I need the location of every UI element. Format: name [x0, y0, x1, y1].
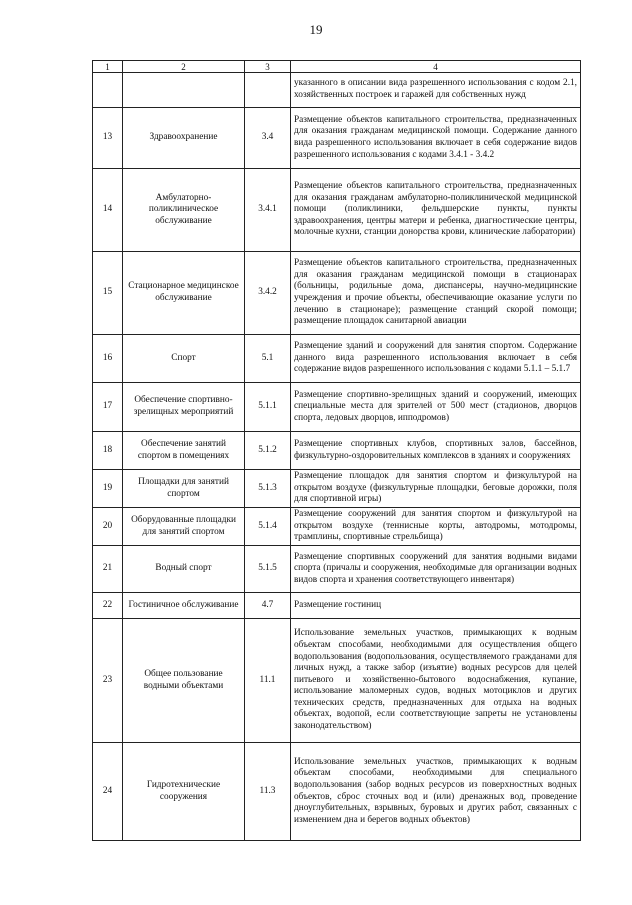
header-col-1: 1 — [93, 61, 123, 73]
use-type-name: Оборудованные площадки для занятий спортом — [123, 508, 245, 546]
row-number: 16 — [93, 335, 123, 383]
header-col-2: 2 — [123, 61, 245, 73]
land-use-table — [92, 60, 581, 841]
use-type-code: 11.3 — [245, 743, 291, 841]
continuation-row — [93, 73, 581, 108]
table-row — [93, 470, 581, 508]
use-type-name: Спорт — [123, 335, 245, 383]
row-number: 24 — [93, 743, 123, 841]
use-type-description: Размещение объектов капитального строительства, предназначенных для оказания гражданам медицинской помощи. Содержание данного вида разрешенного использования включает в себя содержание видов разрешенного использования с кодами 3.4.1 - 3.4.2 — [291, 108, 581, 169]
use-type-name: Здравоохранение — [123, 108, 245, 169]
use-type-code: 3.4 — [245, 108, 291, 169]
use-type-code: 5.1.1 — [245, 383, 291, 432]
use-type-name: Водный спорт — [123, 546, 245, 593]
table-row — [93, 383, 581, 432]
header-col-3: 3 — [245, 61, 291, 73]
use-type-name: Площадки для занятий спортом — [123, 470, 245, 508]
row-number: 17 — [93, 383, 123, 432]
use-type-code: 11.1 — [245, 619, 291, 743]
use-type-description: Использование земельных участков, примыкающих к водным объектам способами, необходимыми для осуществления общего водопользования (водопользования, осуществляемого гражданами для личных нужд, а также забор (изъятие) водных ресурсов для целей питьевого и хозяйственно-бытового водоснабжения, купание, использование маломерных судов, водных мотоциклов и других технических средств, предназначенных для отдыха на водных объектах, водопой, если соответствующие запреты не установлены законодательством) — [291, 619, 581, 743]
row-number: 19 — [93, 470, 123, 508]
use-type-name: Амбулаторно-поликлиническое обслуживание — [123, 169, 245, 252]
use-type-description: Размещение спортивных клубов, спортивных залов, бассейнов, физкультурно-оздоровительных комплексов в зданиях и сооружениях — [291, 432, 581, 470]
table-row — [93, 546, 581, 593]
table-row — [93, 108, 581, 169]
use-type-description: Размещение спортивно-зрелищных зданий и сооружений, имеющих специальные места для зрителей от 500 мест (стадионов, дворцов спорта, ледовых дворцов, ипподромов) — [291, 383, 581, 432]
use-type-description: Размещение площадок для занятия спортом и физкультурой на открытом воздухе (физкультурные площадки, беговые дорожки, поля для спортивной игры) — [291, 470, 581, 508]
use-type-description: Использование земельных участков, примыкающих к водным объектам способами, необходимыми для специального водопользования (забор водных ресурсов из поверхностных водных объектов, сброс сточных вод и (или) дренажных вод, проведение дноуглубительных, взрывных, буровых и других работ, связанных с изменением дна и берегов водных объектов) — [291, 743, 581, 841]
table-row — [93, 252, 581, 335]
table-row — [93, 508, 581, 546]
use-type-name: Гидротехнические сооружения — [123, 743, 245, 841]
row-number: 15 — [93, 252, 123, 335]
row-number: 23 — [93, 619, 123, 743]
row-number: 21 — [93, 546, 123, 593]
use-type-name: Общее пользование водными объектами — [123, 619, 245, 743]
use-type-description: Размещение сооружений для занятия спортом и физкультурой на открытом воздухе (теннисные корты, автодромы, мотодромы, трамплины, спортивные стрельбища) — [291, 508, 581, 546]
use-type-code: 3.4.2 — [245, 252, 291, 335]
row-number: 13 — [93, 108, 123, 169]
use-type-description: Размещение объектов капитального строительства, предназначенных для оказания гражданам медицинской помощи в стационарах (больницы, родильные дома, диспансеры, научно-медицинские учреждения и прочие объекты, обеспечивающие оказание услуги по лечению в стационаре); размещение станций скорой помощи; размещение площадок санитарной авиации — [291, 252, 581, 335]
continuation-description: указанного в описании вида разрешенного использования с кодом 2.1, хозяйственных построек и гаражей для собственных нужд — [291, 73, 581, 108]
empty-cell — [93, 73, 123, 108]
table-row — [93, 619, 581, 743]
table-row — [93, 169, 581, 252]
use-type-description: Размещение объектов капитального строительства, предназначенных для оказания гражданам амбулаторно-поликлинической медицинской помощи (поликлиники, фельдшерские пункты, пункты здравоохранения, центры матери и ребенка, диагностические центры, молочные кухни, станции донорства крови, клинические лаборатории) — [291, 169, 581, 252]
header-col-4: 4 — [291, 61, 581, 73]
use-type-code: 5.1 — [245, 335, 291, 383]
use-type-code: 3.4.1 — [245, 169, 291, 252]
table-row — [93, 432, 581, 470]
page-number: 19 — [309, 22, 323, 37]
use-type-name: Обеспечение спортивно-зрелищных мероприятий — [123, 383, 245, 432]
use-type-code: 5.1.4 — [245, 508, 291, 546]
table-row — [93, 743, 581, 841]
use-type-description: Размещение спортивных сооружений для занятия водными видами спорта (причалы и сооружения, необходимые для организации водных видов спорта и хранения соответствующего инвентаря) — [291, 546, 581, 593]
table-header-row — [93, 61, 581, 73]
use-type-code: 5.1.2 — [245, 432, 291, 470]
use-type-code: 5.1.3 — [245, 470, 291, 508]
use-type-name: Стационарное медицинское обслуживание — [123, 252, 245, 335]
row-number: 18 — [93, 432, 123, 470]
empty-cell — [245, 73, 291, 108]
use-type-code: 5.1.5 — [245, 546, 291, 593]
table-row — [93, 593, 581, 619]
use-type-description: Размещение гостиниц — [291, 593, 581, 619]
row-number: 20 — [93, 508, 123, 546]
use-type-name: Гостиничное обслуживание — [123, 593, 245, 619]
row-number: 14 — [93, 169, 123, 252]
use-type-description: Размещение зданий и сооружений для занятия спортом. Содержание данного вида разрешенного использования включает в себя содержание видов разрешенного использования с кодами 5.1.1 – 5.1.7 — [291, 335, 581, 383]
empty-cell — [123, 73, 245, 108]
row-number: 22 — [93, 593, 123, 619]
use-type-code: 4.7 — [245, 593, 291, 619]
use-type-name: Обеспечение занятий спортом в помещениях — [123, 432, 245, 470]
table-row — [93, 335, 581, 383]
